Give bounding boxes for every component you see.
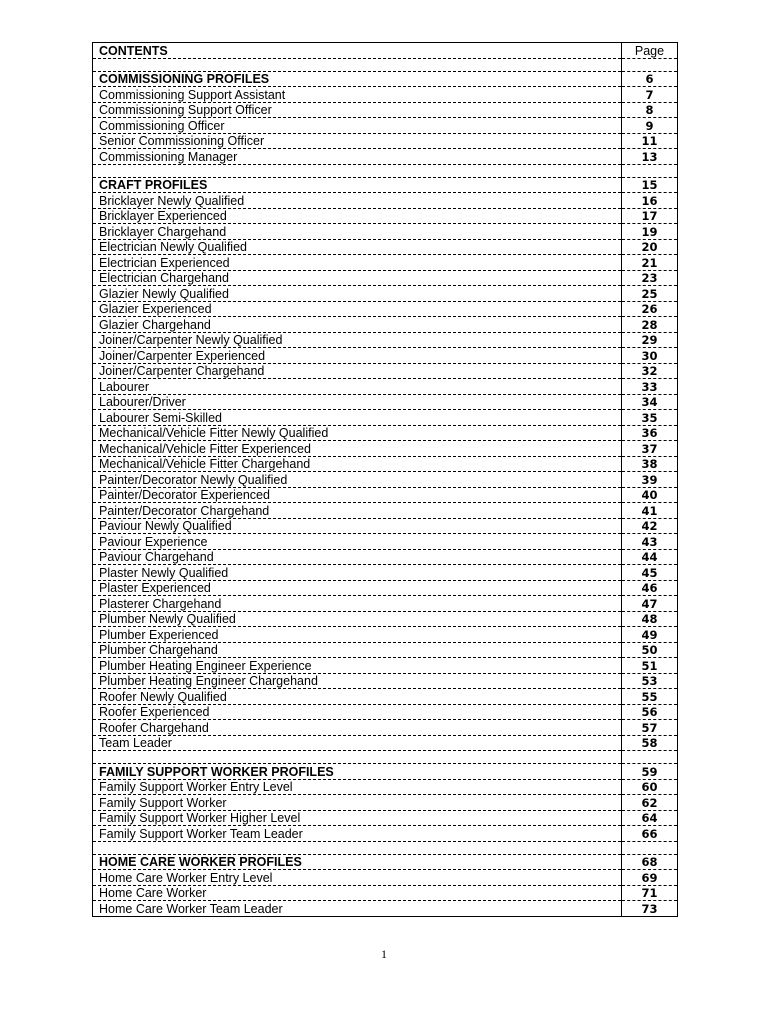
toc-entry-row bbox=[93, 133, 678, 149]
entry-page-number: 8 bbox=[622, 102, 678, 118]
entry-page-number: 73 bbox=[622, 901, 678, 917]
entry-title: Electrician Newly Qualified bbox=[93, 239, 622, 255]
entry-title: Bricklayer Newly Qualified bbox=[93, 193, 622, 209]
toc-entry-row bbox=[93, 549, 678, 565]
toc-entry-row bbox=[93, 580, 678, 596]
entry-page-number: 69 bbox=[622, 870, 678, 886]
entry-title: Labourer bbox=[93, 379, 622, 395]
entry-page-number: 42 bbox=[622, 518, 678, 534]
entry-page-number: 62 bbox=[622, 795, 678, 811]
entry-page-number: 57 bbox=[622, 720, 678, 736]
entry-page-number: 19 bbox=[622, 224, 678, 240]
entry-title: Bricklayer Experienced bbox=[93, 208, 622, 224]
entry-title: Painter/Decorator Newly Qualified bbox=[93, 472, 622, 488]
toc-entry-row bbox=[93, 518, 678, 534]
page-column-header: Page bbox=[622, 43, 678, 59]
entry-title: Joiner/Carpenter Newly Qualified bbox=[93, 332, 622, 348]
spacer-cell bbox=[93, 751, 622, 764]
toc-entry-row bbox=[93, 193, 678, 209]
toc-entry-row bbox=[93, 118, 678, 134]
entry-page-number: 30 bbox=[622, 348, 678, 364]
entry-title: Mechanical/Vehicle Fitter Newly Qualified bbox=[93, 425, 622, 441]
toc-entry-row bbox=[93, 348, 678, 364]
entry-page-number: 33 bbox=[622, 379, 678, 395]
entry-page-number: 43 bbox=[622, 534, 678, 550]
entry-title: Mechanical/Vehicle Fitter Chargehand bbox=[93, 456, 622, 472]
section-heading-row bbox=[93, 854, 678, 870]
entry-title: Painter/Decorator Chargehand bbox=[93, 503, 622, 519]
entry-page-number: 53 bbox=[622, 673, 678, 689]
toc-entry-row bbox=[93, 658, 678, 674]
toc-entry-row bbox=[93, 720, 678, 736]
entry-page-number: 23 bbox=[622, 270, 678, 286]
toc-entry-row bbox=[93, 901, 678, 917]
toc-entry-row bbox=[93, 425, 678, 441]
page-number: 1 bbox=[381, 947, 387, 961]
toc-entry-row bbox=[93, 596, 678, 612]
spacer-cell bbox=[93, 841, 622, 854]
entry-page-number: 58 bbox=[622, 735, 678, 751]
entry-page-number: 15 bbox=[622, 177, 678, 193]
entry-title: Electrician Experienced bbox=[93, 255, 622, 271]
entry-page-number: 11 bbox=[622, 133, 678, 149]
entry-title: Family Support Worker Entry Level bbox=[93, 779, 622, 795]
contents-header-row bbox=[93, 43, 678, 59]
toc-entry-row bbox=[93, 456, 678, 472]
entry-page-number: 55 bbox=[622, 689, 678, 705]
section-heading: HOME CARE WORKER PROFILES bbox=[93, 854, 622, 870]
entry-page-number: 44 bbox=[622, 549, 678, 565]
entry-title: Glazier Experienced bbox=[93, 301, 622, 317]
entry-page-number: 20 bbox=[622, 239, 678, 255]
toc-entry-row bbox=[93, 870, 678, 886]
entry-page-number: 41 bbox=[622, 503, 678, 519]
toc-entry-row bbox=[93, 441, 678, 457]
entry-title: Family Support Worker bbox=[93, 795, 622, 811]
entry-title: Home Care Worker Team Leader bbox=[93, 901, 622, 917]
entry-page-number: 71 bbox=[622, 885, 678, 901]
entry-title: Paviour Newly Qualified bbox=[93, 518, 622, 534]
entry-title: Home Care Worker bbox=[93, 885, 622, 901]
toc-entry-row bbox=[93, 410, 678, 426]
section-heading-row bbox=[93, 764, 678, 780]
toc-entry-row bbox=[93, 363, 678, 379]
entry-title: Roofer Chargehand bbox=[93, 720, 622, 736]
toc-entry-row bbox=[93, 332, 678, 348]
entry-page-number: 59 bbox=[622, 764, 678, 780]
entry-page-number: 35 bbox=[622, 410, 678, 426]
entry-page-number: 21 bbox=[622, 255, 678, 271]
spacer-row bbox=[93, 164, 678, 177]
entry-title: Plasterer Chargehand bbox=[93, 596, 622, 612]
toc-entry-row bbox=[93, 317, 678, 333]
toc-entry-row bbox=[93, 149, 678, 165]
toc-entry-row bbox=[93, 565, 678, 581]
toc-entry-row bbox=[93, 224, 678, 240]
section-heading: COMMISSIONING PROFILES bbox=[93, 71, 622, 87]
toc-entry-row bbox=[93, 286, 678, 302]
entry-title: Commissioning Manager bbox=[93, 149, 622, 165]
entry-page-number: 39 bbox=[622, 472, 678, 488]
spacer-row bbox=[93, 58, 678, 71]
entry-page-number: 9 bbox=[622, 118, 678, 134]
entry-page-number: 68 bbox=[622, 854, 678, 870]
entry-title: Family Support Worker Team Leader bbox=[93, 826, 622, 842]
entry-title: Glazier Newly Qualified bbox=[93, 286, 622, 302]
entry-title: Plumber Chargehand bbox=[93, 642, 622, 658]
toc-entry-row bbox=[93, 472, 678, 488]
toc-entry-row bbox=[93, 673, 678, 689]
toc-entry-row bbox=[93, 270, 678, 286]
entry-title: Roofer Experienced bbox=[93, 704, 622, 720]
contents-title: CONTENTS bbox=[93, 43, 622, 59]
entry-page-number: 29 bbox=[622, 332, 678, 348]
contents-table bbox=[92, 42, 678, 917]
entry-page-number: 56 bbox=[622, 704, 678, 720]
entry-title: Painter/Decorator Experienced bbox=[93, 487, 622, 503]
entry-title: Team Leader bbox=[93, 735, 622, 751]
toc-entry-row bbox=[93, 102, 678, 118]
entry-title: Joiner/Carpenter Chargehand bbox=[93, 363, 622, 379]
entry-title: Paviour Experience bbox=[93, 534, 622, 550]
entry-page-number: 25 bbox=[622, 286, 678, 302]
entry-title: Commissioning Support Officer bbox=[93, 102, 622, 118]
section-heading: CRAFT PROFILES bbox=[93, 177, 622, 193]
entry-page-number: 28 bbox=[622, 317, 678, 333]
entry-title: Roofer Newly Qualified bbox=[93, 689, 622, 705]
entry-title: Commissioning Support Assistant bbox=[93, 87, 622, 103]
entry-title: Plumber Heating Engineer Chargehand bbox=[93, 673, 622, 689]
toc-entry-row bbox=[93, 795, 678, 811]
entry-title: Electrician Chargehand bbox=[93, 270, 622, 286]
entry-page-number: 7 bbox=[622, 87, 678, 103]
entry-title: Bricklayer Chargehand bbox=[93, 224, 622, 240]
entry-page-number: 45 bbox=[622, 565, 678, 581]
toc-entry-row bbox=[93, 611, 678, 627]
toc-entry-row bbox=[93, 301, 678, 317]
section-heading: FAMILY SUPPORT WORKER PROFILES bbox=[93, 764, 622, 780]
entry-title: Plumber Heating Engineer Experience bbox=[93, 658, 622, 674]
entry-title: Family Support Worker Higher Level bbox=[93, 810, 622, 826]
entry-page-number: 47 bbox=[622, 596, 678, 612]
spacer-cell bbox=[622, 58, 678, 71]
entry-title: Plumber Experienced bbox=[93, 627, 622, 643]
spacer-cell bbox=[622, 841, 678, 854]
spacer-row bbox=[93, 841, 678, 854]
toc-entry-row bbox=[93, 255, 678, 271]
entry-page-number: 49 bbox=[622, 627, 678, 643]
entry-page-number: 17 bbox=[622, 208, 678, 224]
entry-page-number: 26 bbox=[622, 301, 678, 317]
entry-page-number: 34 bbox=[622, 394, 678, 410]
entry-title: Plaster Experienced bbox=[93, 580, 622, 596]
spacer-row bbox=[93, 751, 678, 764]
toc-entry-row bbox=[93, 379, 678, 395]
section-heading-row bbox=[93, 71, 678, 87]
toc-entry-row bbox=[93, 627, 678, 643]
entry-title: Joiner/Carpenter Experienced bbox=[93, 348, 622, 364]
entry-page-number: 46 bbox=[622, 580, 678, 596]
toc-entry-row bbox=[93, 534, 678, 550]
entry-page-number: 38 bbox=[622, 456, 678, 472]
entry-title: Home Care Worker Entry Level bbox=[93, 870, 622, 886]
spacer-cell bbox=[93, 58, 622, 71]
entry-title: Glazier Chargehand bbox=[93, 317, 622, 333]
spacer-cell bbox=[622, 164, 678, 177]
section-heading-row bbox=[93, 177, 678, 193]
entry-title: Commissioning Officer bbox=[93, 118, 622, 134]
toc-entry-row bbox=[93, 394, 678, 410]
toc-entry-row bbox=[93, 208, 678, 224]
toc-entry-row bbox=[93, 239, 678, 255]
entry-title: Paviour Chargehand bbox=[93, 549, 622, 565]
entry-page-number: 32 bbox=[622, 363, 678, 379]
contents-table-body bbox=[93, 43, 678, 917]
toc-entry-row bbox=[93, 885, 678, 901]
entry-page-number: 60 bbox=[622, 779, 678, 795]
spacer-cell bbox=[93, 164, 622, 177]
toc-entry-row bbox=[93, 810, 678, 826]
toc-entry-row bbox=[93, 87, 678, 103]
entry-title: Plumber Newly Qualified bbox=[93, 611, 622, 627]
entry-title: Mechanical/Vehicle Fitter Experienced bbox=[93, 441, 622, 457]
entry-page-number: 50 bbox=[622, 642, 678, 658]
entry-title: Labourer/Driver bbox=[93, 394, 622, 410]
toc-entry-row bbox=[93, 642, 678, 658]
toc-entry-row bbox=[93, 487, 678, 503]
entry-title: Labourer Semi-Skilled bbox=[93, 410, 622, 426]
entry-page-number: 13 bbox=[622, 149, 678, 165]
entry-page-number: 64 bbox=[622, 810, 678, 826]
toc-entry-row bbox=[93, 779, 678, 795]
entry-page-number: 6 bbox=[622, 71, 678, 87]
toc-entry-row bbox=[93, 826, 678, 842]
entry-page-number: 51 bbox=[622, 658, 678, 674]
entry-page-number: 48 bbox=[622, 611, 678, 627]
entry-title: Senior Commissioning Officer bbox=[93, 133, 622, 149]
entry-page-number: 16 bbox=[622, 193, 678, 209]
toc-entry-row bbox=[93, 689, 678, 705]
entry-page-number: 40 bbox=[622, 487, 678, 503]
spacer-cell bbox=[622, 751, 678, 764]
entry-page-number: 66 bbox=[622, 826, 678, 842]
toc-entry-row bbox=[93, 704, 678, 720]
toc-entry-row bbox=[93, 735, 678, 751]
entry-title: Plaster Newly Qualified bbox=[93, 565, 622, 581]
toc-entry-row bbox=[93, 503, 678, 519]
entry-page-number: 36 bbox=[622, 425, 678, 441]
entry-page-number: 37 bbox=[622, 441, 678, 457]
